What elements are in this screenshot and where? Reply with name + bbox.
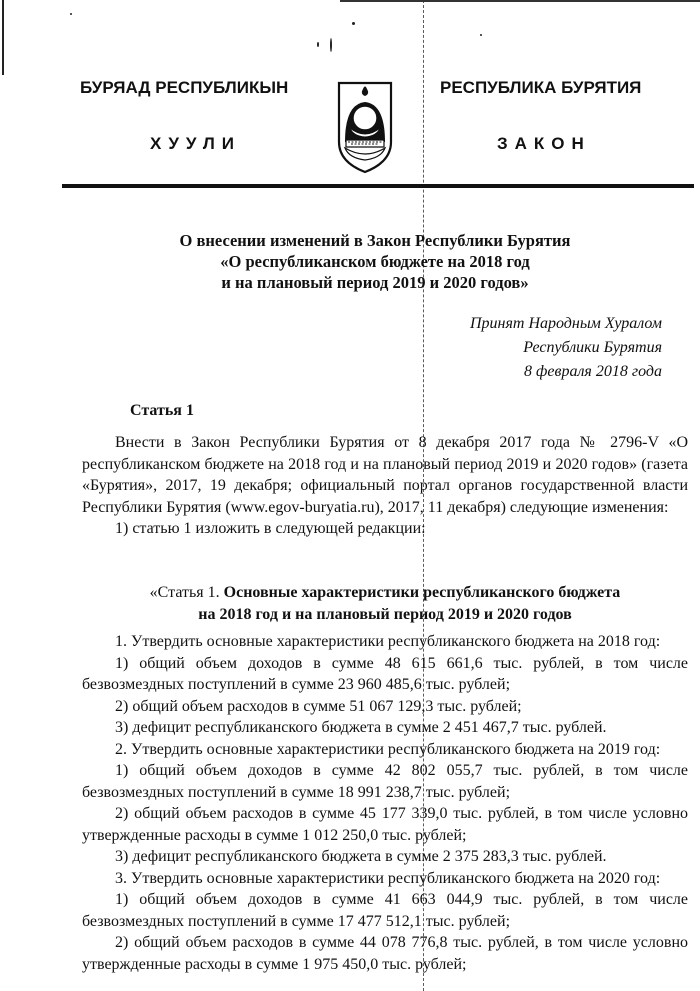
scan-edge-mark xyxy=(2,0,4,75)
budget-paragraph: 2) общий объем расходов в сумме 44 078 776,8 тыс. рублей, в том числе условно утвержденные расходы в сумме 1 975 450,0 тыс. рублей; xyxy=(82,934,688,973)
header-left-title: БУРЯАД РЕСПУБЛИКЫН xyxy=(80,78,289,97)
budget-paragraph: 2. Утвердить основные характеристики республиканского бюджета на 2019 год: xyxy=(115,740,661,758)
budget-paragraphs xyxy=(82,631,688,975)
budget-paragraph: 1. Утвердить основные характеристики республиканского бюджета на 2018 год: xyxy=(115,633,661,650)
article-body xyxy=(82,432,688,540)
adoption-date: 8 февраля 2018 года xyxy=(524,363,662,380)
budget-paragraph: 2) общий объем расходов в сумме 51 067 129,3 тыс. рублей; xyxy=(115,697,522,715)
header-right-title: РЕСПУБЛИКА БУРЯТИЯ xyxy=(440,78,642,97)
new-article-title-line: Основные характеристики республиканского бюджета xyxy=(223,584,621,601)
adoption-line: Принят Народным Хуралом xyxy=(469,315,662,332)
law-title-line: «О республиканском бюджете на 2018 год xyxy=(220,252,530,271)
scan-speck xyxy=(330,38,332,52)
new-article-prefix: «Статья 1. xyxy=(149,584,220,601)
budget-paragraph: 3. Утвердить основные характеристики республиканского бюджета на 2020 год: xyxy=(115,869,661,887)
scan-speck xyxy=(70,13,72,15)
header-right-law-word: ЗАКОН xyxy=(497,134,591,153)
budget-paragraph: 1) общий объем доходов в сумме 48 615 661,6 тыс. рублей, в том числе безвозмездных поступлений в сумме 23 960 485,6 тыс. рублей; xyxy=(82,654,688,693)
scan-speck xyxy=(352,22,355,25)
budget-paragraph: 2) общий объем расходов в сумме 45 177 339,0 тыс. рублей, в том числе условно утвержденные расходы в сумме 1 012 250,0 тыс. рублей; xyxy=(82,805,688,844)
new-article-title xyxy=(110,582,660,626)
article-item: 1) статью 1 изложить в следующей редакции: xyxy=(115,520,426,537)
article-intro: Внести в Закон Республики Бурятия от 8 декабря 2017 года № 2796-V «О республиканском бюджете на 2018 год и на плановый период 2019 и 2020 годов» (газета «Бурятия», 2017, 19 декабря; официальный портал органов государственной власти Республики Бурятия (www.egov-buryatia.ru), 2017, 11 декабря) следующие изменения: xyxy=(82,434,688,516)
scan-speck xyxy=(317,42,319,47)
budget-paragraph: 3) дефицит республиканского бюджета в сумме 2 375 283,3 тыс. рублей. xyxy=(115,848,607,865)
adoption-line: Республики Бурятия xyxy=(523,339,662,356)
budget-paragraph: 1) общий объем доходов в сумме 41 663 044,9 тыс. рублей, в том числе безвозмездных поступлений в сумме 17 477 512,1 тыс. рублей; xyxy=(82,891,688,930)
law-title-line: и на плановый период 2019 и 2020 годов» xyxy=(221,273,529,292)
scan-edge-mark xyxy=(340,0,700,2)
header-divider xyxy=(62,184,694,188)
coat-of-arms-icon xyxy=(333,80,397,176)
budget-paragraph: 1) общий объем доходов в сумме 42 802 055,7 тыс. рублей, в том числе безвозмездных поступлений в сумме 18 991 238,7 тыс. рублей; xyxy=(82,762,688,801)
header-left-law-word: ХУУЛИ xyxy=(150,134,241,153)
scan-speck xyxy=(480,34,482,36)
article-heading: Статья 1 xyxy=(130,402,194,419)
budget-paragraph: 3) дефицит республиканского бюджета в сумме 2 451 467,7 тыс. рублей. xyxy=(115,719,607,736)
law-title-line: О внесении изменений в Закон Республики Бурятия xyxy=(179,231,571,250)
adoption-note xyxy=(470,312,662,384)
law-title xyxy=(150,230,600,293)
new-article-title-line: на 2018 год и на плановый период 2019 и 2020 годов xyxy=(198,606,572,623)
